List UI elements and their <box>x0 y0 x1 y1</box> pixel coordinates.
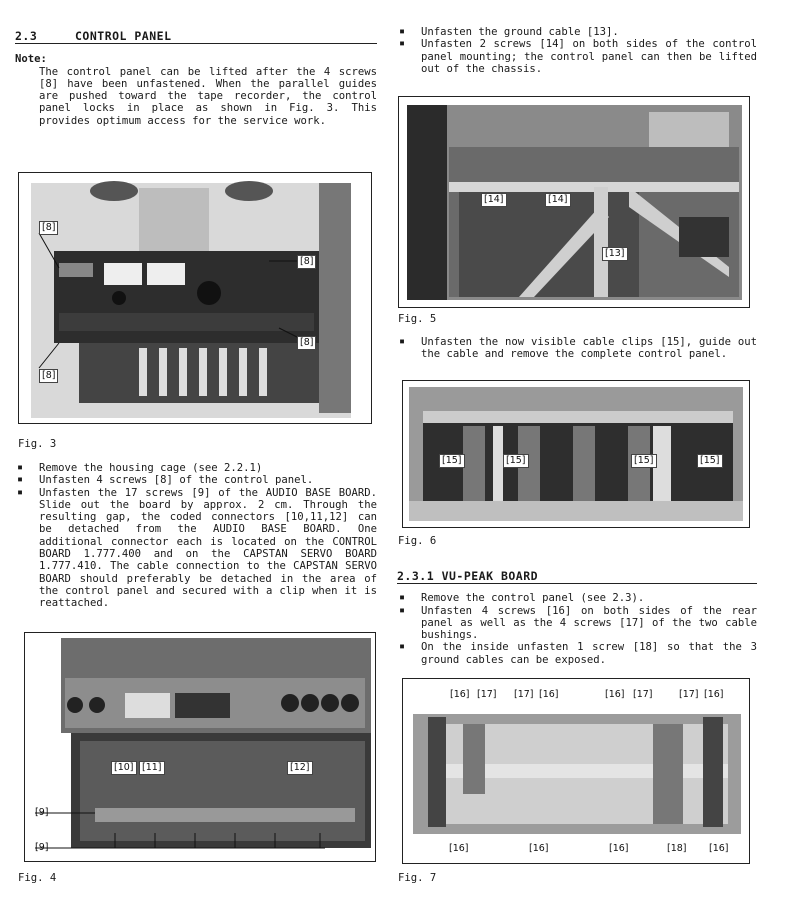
fig6-caption: Fig. 6 <box>398 535 437 547</box>
fig6-callout-15d: [15] <box>697 454 723 468</box>
left-step-item: ▪ Remove the housing cage (see 2.2.1) <box>15 462 377 474</box>
fig5-callout-13: [13] <box>602 247 628 261</box>
fig7-callout-top: [17] <box>633 689 653 700</box>
right-step-item: ▪ Unfasten 2 screws [14] on both sides of the control panel mounting; the control panel can then be lifted out of the chassis. <box>397 38 757 75</box>
right-steps-top-list <box>397 26 757 75</box>
fig7-callout-top: [16] <box>605 689 625 700</box>
right-steps-bottom-list <box>397 592 757 666</box>
fig5-callout-14b: [14] <box>545 193 571 207</box>
fig5-caption: Fig. 5 <box>398 313 437 325</box>
fig7-callout-bottom: [16] <box>609 843 629 854</box>
fig3-callout-8c: [8] <box>297 336 316 350</box>
left-step-item: ▪ Unfasten the 17 screws [9] of the AUDIO BASE BOARD. Slide out the board by approx. 2 cm. Through the resulting gap, the coded connectors [10,11,12] can be detached from the AUDIO BASE BOARD. One additional connector each is located on the CONTROL BOARD 1.777.400 and on the CAPSTAN SERVO BOARD 1.777.410. The cable connection to the CAPSTAN SERVO BOARD should preferably be detached in the area of the control panel and secured with a clip when it is reattached. <box>15 487 377 610</box>
left-step-item: ▪ Unfasten 4 screws [8] of the control panel. <box>15 474 377 486</box>
fig4-caption: Fig. 4 <box>18 872 57 884</box>
fig7-callout-top: [17] <box>679 689 699 700</box>
fig4-callout-10: [10] <box>111 761 137 775</box>
right-step-item: ▪ Remove the control panel (see 2.3). <box>397 592 757 604</box>
subsection-number: 2.3.1 <box>397 569 435 583</box>
fig7-callout-top: [17] <box>477 689 497 700</box>
subsection-heading <box>397 570 757 584</box>
fig7-callout-bottom: [16] <box>449 843 469 854</box>
fig4-callout-9b: [9] <box>35 842 49 853</box>
fig4-photo <box>24 632 376 862</box>
right-steps-mid-list <box>397 336 757 361</box>
fig6-callout-15a: [15] <box>439 454 465 468</box>
note-label: Note: <box>15 53 47 66</box>
fig7-callout-top: [16] <box>539 689 559 700</box>
section-number: 2.3 <box>15 29 38 43</box>
fig7-caption: Fig. 7 <box>398 872 437 884</box>
fig7-callout-top: [16] <box>450 689 470 700</box>
left-column-steps <box>15 462 377 610</box>
fig3-callout-8b: [8] <box>297 255 316 269</box>
right-step-item: ▪ Unfasten the now visible cable clips [15], guide out the cable and remove the complete control panel. <box>397 336 757 361</box>
fig6-callout-15c: [15] <box>631 454 657 468</box>
section-title: CONTROL PANEL <box>75 29 172 43</box>
right-column-mid <box>397 336 757 361</box>
right-step-item: ▪ Unfasten 4 screws [16] on both sides of the rear panel as well as the 4 screws [17] of the two cable bushings. <box>397 605 757 642</box>
left-steps-list <box>15 462 377 610</box>
section-heading <box>15 30 377 44</box>
fig6-callout-15b: [15] <box>503 454 529 468</box>
right-column-top <box>397 26 757 75</box>
subsection-title: VU-PEAK BOARD <box>441 569 539 583</box>
right-column-bottom <box>397 570 757 666</box>
fig7-photo <box>402 678 750 864</box>
fig7-callout-bottom: [16] <box>709 843 729 854</box>
fig3-callout-8d: [8] <box>39 369 58 383</box>
fig4-callout-12: [12] <box>287 761 313 775</box>
fig4-callout-9a: [9] <box>35 807 49 818</box>
fig5-callout-14a: [14] <box>481 193 507 207</box>
fig3-photo <box>18 172 372 424</box>
right-step-item: ▪ On the inside unfasten 1 screw [18] so that the 3 ground cables can be exposed. <box>397 641 757 666</box>
fig7-callout-top: [17] <box>514 689 534 700</box>
note-text: The control panel can be lifted after the 4 screws [8] have been unfastened. When the parallel guides are pushed toward the tape recorder, the control panel locks in place as shown in Fig. 3. This provides optimum access for the service work. <box>39 65 377 127</box>
fig5-photo <box>398 96 750 308</box>
fig4-callout-11: [11] <box>139 761 165 775</box>
fig3-callout-8a: [8] <box>39 221 58 235</box>
fig3-caption: Fig. 3 <box>18 438 57 450</box>
fig7-callout-bottom: [16] <box>529 843 549 854</box>
fig6-photo <box>402 380 750 528</box>
fig7-callout-bottom: [18] <box>667 843 687 854</box>
fig7-callout-top: [16] <box>704 689 724 700</box>
left-column-top <box>15 30 377 127</box>
right-step-item: ▪ Unfasten the ground cable [13]. <box>397 26 757 38</box>
